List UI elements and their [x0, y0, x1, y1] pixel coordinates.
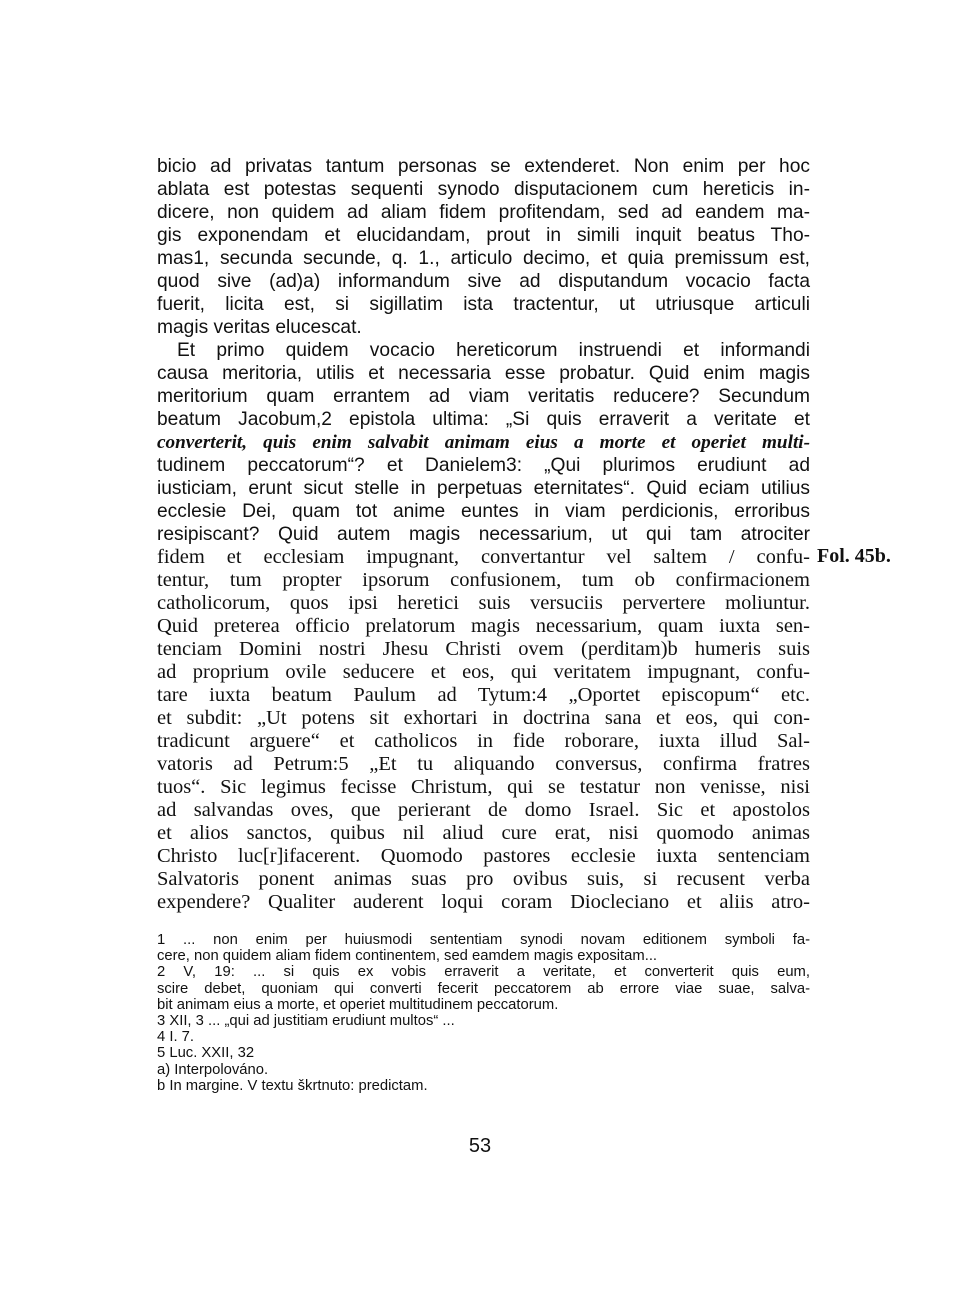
text-line: magis veritas elucescat. — [157, 317, 362, 338]
text-line: resipiscant? Quid autem magis necessarium, ut qui tam atrociter — [157, 524, 810, 545]
text-line: tare iuxta beatum Paulum ad Tytum:4 „Oportet episcopum“ etc. — [157, 684, 810, 706]
text-line: tradicunt arguere“ et catholicos in fide roborare, iuxta illud Sal- — [157, 730, 810, 752]
text-line: et alios sanctos, quibus nil aliud cure erat, nisi quomodo animas — [157, 822, 810, 844]
text-line: et subdit: „Ut potens sit exhortari in doctrina sana et eos, qui con- — [157, 707, 810, 729]
text-line: beatum Jacobum,2 epistola ultima: „Si quis erraverit a veritate et — [157, 409, 810, 430]
text-line: fuerit, licita est, si sigillatim ista tractentur, ut utriusque articuli — [157, 294, 810, 315]
text-line: causa meritoria, utilis et necessaria esse probatur. Quid enim magis — [157, 363, 810, 384]
text-line: ad salvandas oves, que perierant de domo Israel. Sic et apostolos — [157, 799, 810, 821]
text-line: bicio ad privatas tantum personas se extenderet. Non enim per hoc — [157, 156, 810, 177]
text-line: mas1, secunda secunde, q. 1., articulo decimo, et quia premissum est, — [157, 248, 810, 269]
text-line: tenciam Domini nostri Jhesu Christi ovem (perditam)b humeris suis — [157, 638, 810, 660]
footnote-line: scire debet, quoniam qui converti fecerit peccatorem ab errore viae suae, salva- — [157, 980, 810, 997]
text-line: catholicorum, quos ipsi heretici suis versuciis pervertere moliuntur. — [157, 592, 810, 614]
text-line: iusticiam, erunt sicut stelle in perpetuas eternitates“. Quid eciam utilius — [157, 478, 810, 499]
text-line: Salvatoris ponent animas suas pro ovibus suis, si recusent verba — [157, 868, 810, 890]
text-line: Christo luc[r]ifacerent. Quomodo pastores ecclesie iuxta sentenciam — [157, 845, 810, 867]
footnote-line: 4 I. 7. — [157, 1029, 195, 1046]
text-line: Et primo quidem vocacio hereticorum instruendi et informandi — [177, 340, 810, 361]
footnote-line: 2 V, 19: ... si quis ex vobis erraverit a veritate, et converterit quis eum, — [157, 964, 810, 981]
footnote-line: 3 XII, 3 ... „qui ad justitiam erudiunt multos“ ... — [157, 1013, 455, 1030]
text-line: ablata est potestas sequenti synodo disputacionem cum hereticis in- — [157, 179, 810, 200]
footnote-line: 5 Luc. XXII, 32 — [157, 1045, 255, 1062]
text-line: Quid preterea officio prelatorum magis necessarium, quam iuxta sen- — [157, 615, 810, 637]
text-line: fidem et ecclesiam impugnant, convertantur vel saltem / confu- — [157, 546, 810, 568]
text-line: vatoris ad Petrum:5 „Et tu aliquando conversus, confirma fratres — [157, 753, 810, 775]
folio-margin-note: Fol. 45b. — [817, 545, 891, 567]
main-text — [157, 155, 810, 914]
footnotes — [157, 932, 810, 1094]
text-line: meritorium quam errantem ad viam veritatis reducere? Secundum — [157, 386, 810, 407]
text-line: quod sive (ad)a) informandum sive ad disputandum vocacio facta — [157, 271, 810, 292]
text-line: ecclesie Dei, quam tot anime euntes in viam perdicionis, erroribus — [157, 501, 810, 522]
text-line: tuos“. Sic legimus fecisse Christum, qui se testatur non venisse, nisi — [157, 776, 810, 798]
text-line: expendere? Qualiter auderent loqui coram Diocleciano et aliis atro- — [157, 891, 810, 913]
text-line: gis exponendam et elucidandam, prout in simili inquit beatus Tho- — [157, 225, 810, 246]
page-number: 53 — [468, 1135, 492, 1157]
footnote-line: 1 ... non enim per huiusmodi sententiam synodi novam editionem symboli fa- — [157, 932, 810, 948]
text-line: tudinem peccatorum“? et Danielem3: „Qui plurimos erudiunt ad — [157, 455, 810, 476]
text-line: dicere, non quidem ad aliam fidem profitendam, sed ad eandem ma- — [157, 202, 810, 223]
footnote-line: b In margine. V textu škrtnuto: predictam. — [157, 1077, 428, 1094]
footnote-line: bit animam eius a morte, et operiet multitudinem peccatorum. — [157, 996, 559, 1013]
footnote-line: cere, non quidem aliam fidem continentem, sed eamdem magis expositam... — [157, 948, 658, 965]
text-line: converterit, quis enim salvabit animam eius a morte et operiet multi- — [157, 432, 810, 453]
text-line: ad proprium ovile seducere et eos, qui veritatem impugnant, confu- — [157, 661, 810, 683]
footnote-line: a) Interpolováno. — [157, 1061, 269, 1078]
text-line: tentur, tum propter ipsorum confusionem, tum ob confirmacionem — [157, 569, 810, 591]
